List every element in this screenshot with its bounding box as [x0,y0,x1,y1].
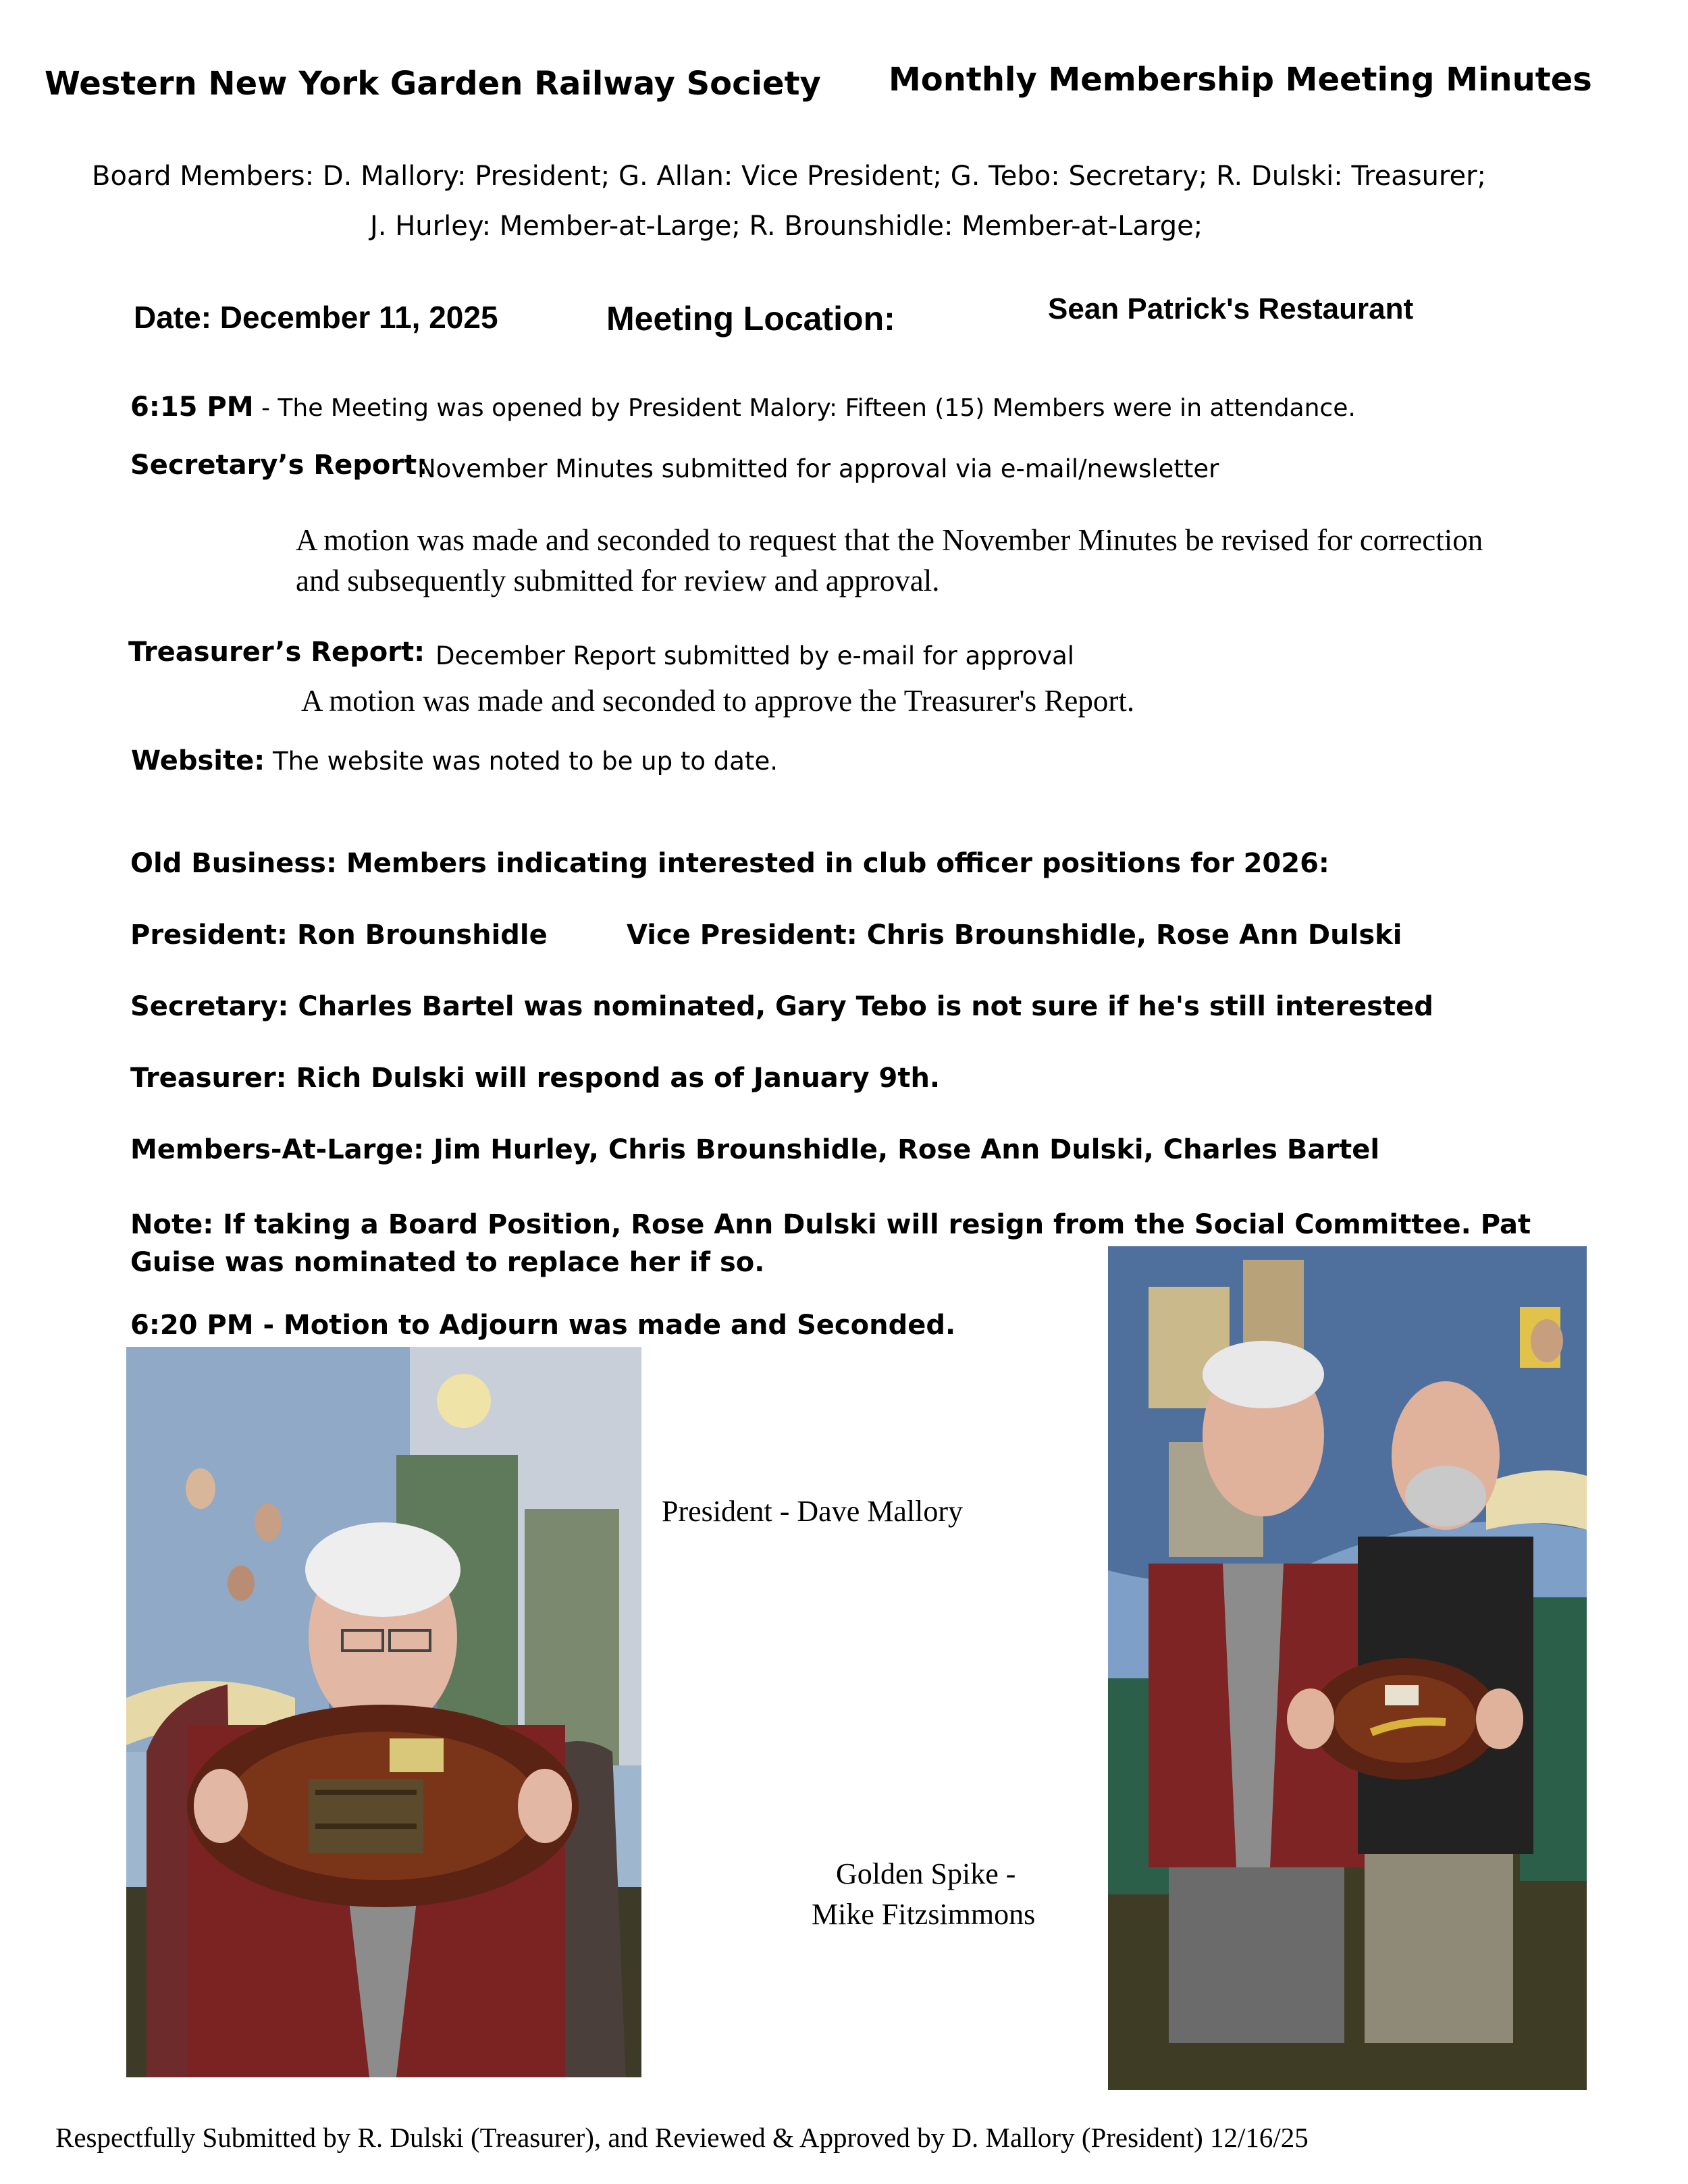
doc-title: Monthly Membership Meeting Minutes [889,61,1592,99]
board-members-line-2: J. Hurley: Member-at-Large; R. Brounshidle: Member-at-Large; [370,211,1203,242]
photo-golden-spike [1108,1246,1587,2090]
nominee-secretary: Secretary: Charles Bartel was nominated, Gary Tebo is not sure if he's still interested [130,991,1433,1022]
caption-spike-line-2: Mike Fitzsimmons [812,1898,1036,1931]
adjourn-line: 6:20 PM - Motion to Adjourn was made and Seconded. [130,1310,956,1341]
meeting-location-label: Meeting Location: [606,300,895,338]
website-line [131,745,778,776]
nominee-treasurer: Treasurer: Rich Dulski will respond as of January 9th. [130,1063,941,1094]
website-text: The website was noted to be up to date. [265,747,778,776]
caption-spike-line-1: Golden Spike - [836,1857,1016,1890]
secretary-report-motion: A motion was made and seconded to request that the November Minutes be revised for correction and subsequently submitted for review and approval. [296,523,1483,597]
treasurer-report-label: Treasurer’s Report: [128,637,425,668]
treasurer-report-value: December Report submitted by e-mail for approval [436,641,1075,670]
old-business-heading: Old Business: Members indicating interested in club officer positions for 2026: [130,848,1329,879]
secretary-report-value: November Minutes submitted for approval via e-mail/newsletter [417,454,1219,483]
old-business-note: Note: If taking a Board Position, Rose Ann Dulski will resign from the Social Committee. Pat Guise was nominated to replace her if so. [130,1209,1531,1278]
caption-president: President - Dave Mallory [662,1495,963,1528]
nominee-members-at-large: Members-At-Large: Jim Hurley, Chris Brounshidle, Rose Ann Dulski, Charles Bartel [130,1134,1380,1165]
website-label: Website: [131,745,265,776]
footer-signoff: Respectfully Submitted by R. Dulski (Treasurer), and Reviewed & Approved by D. Mallory (President) 12/16/25 [55,2122,1309,2153]
opening-line [130,392,1356,423]
board-members-line-1: Board Members: D. Mallory: President; G. Allan: Vice President; G. Tebo: Secretary; R. Dulski: Treasurer; [92,161,1487,192]
org-name: Western New York Garden Railway Society [45,65,821,103]
meeting-location-value: Sean Patrick's Restaurant [1048,292,1414,325]
secretary-report-label: Secretary’s Report: [130,450,428,481]
nominee-vice-president: Vice President: Chris Brounshidle, Rose Ann Dulski [627,920,1402,951]
treasurer-report-motion: A motion was made and seconded to approve the Treasurer's Report. [301,684,1135,718]
meeting-date: Date: December 11, 2025 [134,300,498,335]
opening-text: - The Meeting was opened by President Malory: Fifteen (15) Members were in attendance. [253,394,1356,422]
nominee-president: President: Ron Brounshidle [130,920,548,951]
opening-time: 6:15 PM [130,392,254,423]
photo-president [126,1347,641,2077]
